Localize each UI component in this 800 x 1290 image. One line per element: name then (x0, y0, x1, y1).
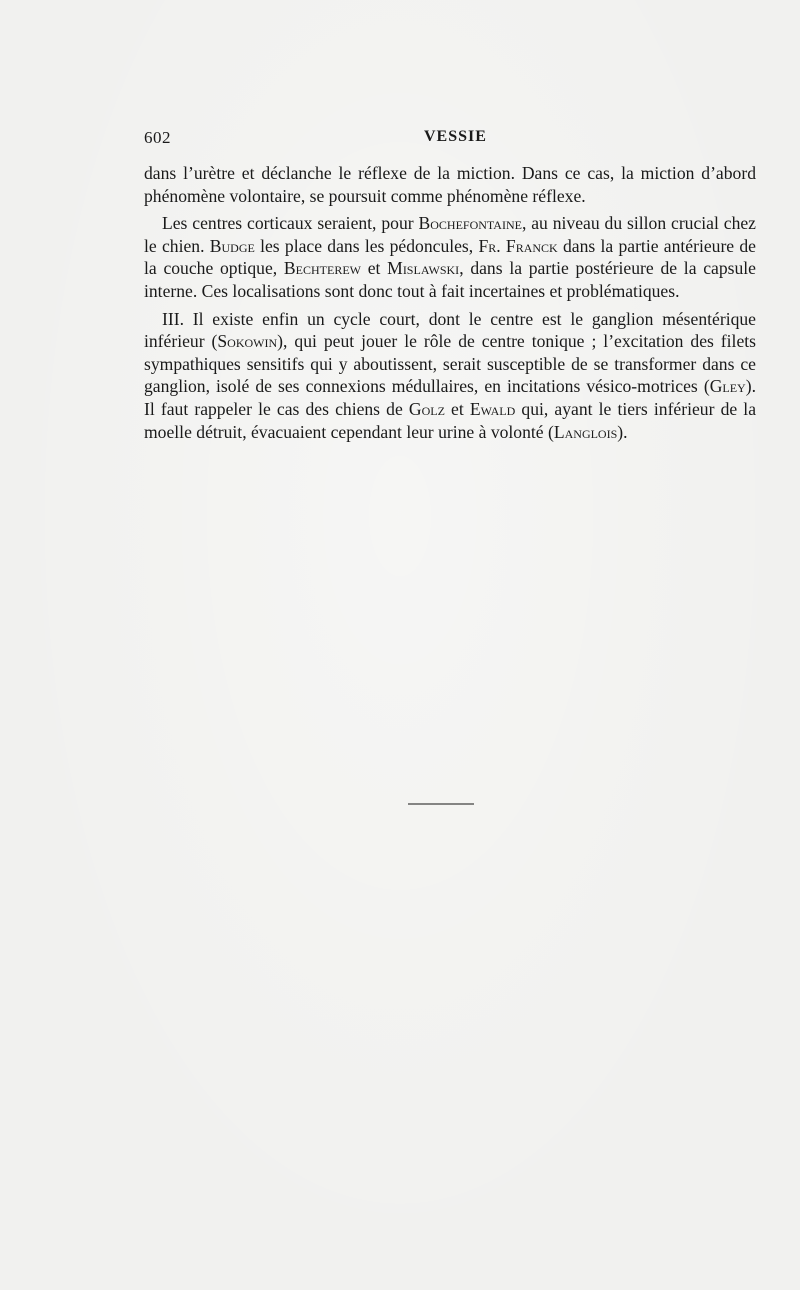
text-run: ). (617, 421, 628, 442)
reverse-side-bleed-through (150, 470, 760, 1210)
text-run: , au niveau du sillon crucial chez le chien. (144, 213, 756, 256)
text-run: et (360, 258, 388, 279)
text-run: qui, ayant le tiers inférieur de la moelle détruit, évacuaient cependant leur urine à volonté ( (144, 398, 756, 442)
author-name: Sokowin (217, 331, 278, 352)
author-name: Mislawski (387, 258, 460, 279)
text-run: , dans la partie postérieure de la capsule interne. Ces localisations sont donc tout à fait incertaines et problématiques. (144, 258, 756, 301)
section-rule (408, 803, 474, 805)
author-name: Fr. Franck (478, 235, 558, 256)
text-run: les place dans les pédoncules, (254, 235, 479, 256)
text-run: Les centres corticaux seraient, pour (162, 213, 419, 234)
text-run: dans l’urètre et déclanche le réflexe de la miction. Dans ce cas, la miction d’abord phénomène volontaire, se poursuit comme phénomène réflexe. (144, 163, 756, 206)
text-run: III. Il existe enfin un cycle court, dont le centre est le ganglion mésentérique inférieur ( (144, 308, 756, 352)
page-number: 602 (144, 128, 171, 147)
paragraph (144, 212, 756, 302)
author-name: Golz (408, 398, 445, 419)
author-name: Ewald (469, 398, 516, 419)
paragraph (144, 162, 756, 207)
page-header (144, 128, 756, 154)
text-run: ), qui peut jouer le rôle de centre tonique ; l’excitation des filets sympathiques sensitifs qui y aboutissent, serait susceptible de se transformer dans ce ganglion, isolé de ses connexions médullaires, en incitations vésico-motrices ( (144, 331, 756, 397)
author-name: Bechterew (283, 258, 361, 279)
author-name: Langlois (553, 421, 618, 442)
author-name: Budge (209, 235, 255, 256)
text-run: et (444, 398, 470, 419)
running-title: VESSIE (424, 128, 487, 145)
body-text (144, 162, 756, 448)
author-name: Bochefontaine (418, 213, 522, 234)
paragraph (144, 308, 756, 444)
author-name: Gley (709, 376, 746, 397)
text-run: dans la partie antérieure de la couche optique, (144, 235, 756, 279)
text-run: ). Il faut rappeler le cas des chiens de (144, 376, 756, 419)
